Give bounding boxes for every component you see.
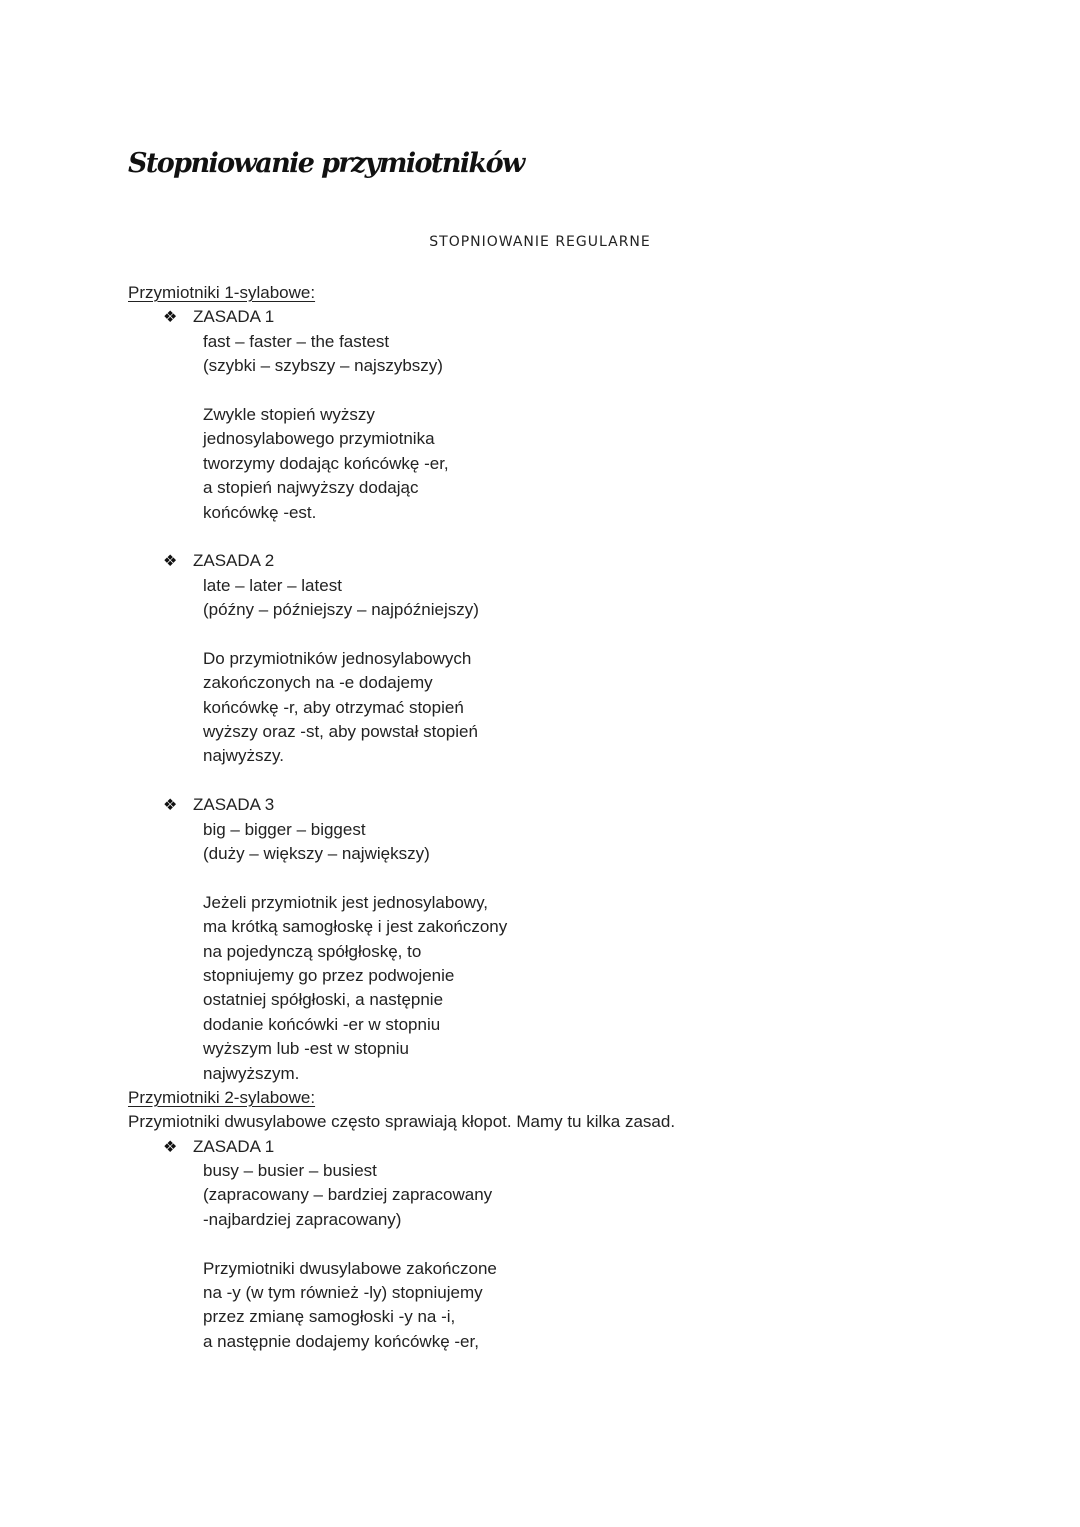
rule-description-line: Do przymiotników jednosylabowych xyxy=(203,648,472,668)
rule-description-line: dodanie końcówki -er w stopniu xyxy=(203,1014,441,1034)
rule-description-line: stopniujemy go przez podwojenie xyxy=(203,965,455,985)
diamond-bullet-icon: ❖ xyxy=(163,797,178,815)
section-heading-1sylabowe: Przymiotniki 1-sylabowe: xyxy=(128,283,316,302)
rule-example: big – bigger – biggest xyxy=(203,819,366,839)
rule-item xyxy=(128,549,1028,573)
rule-item xyxy=(128,793,1028,817)
rule-description-line: wyższym lub -est w stopniu xyxy=(203,1039,409,1059)
rule-description-line: Zwykle stopień wyższy xyxy=(203,404,375,424)
rule-label: ZASADA 2 xyxy=(193,551,275,571)
rule-description-line: Jeżeli przymiotnik jest jednosylabowy, xyxy=(203,892,489,912)
rule-description-line: najwyższy. xyxy=(203,746,284,766)
subtitle-text: STOPNIOWANIE REGULARNE xyxy=(429,234,651,250)
rule-description-line: końcówkę -r, aby otrzymać stopień xyxy=(203,697,464,717)
rule-description-line: a stopień najwyższy dodając xyxy=(203,478,419,498)
page-title: Stopniowanie przymiotników xyxy=(128,148,524,179)
rule-description-line: wyższy oraz -st, aby powstał stopień xyxy=(203,722,478,742)
rule-item xyxy=(128,1135,1028,1159)
diamond-bullet-icon: ❖ xyxy=(163,553,178,571)
section-heading-2sylabowe: Przymiotniki 2-sylabowe: xyxy=(128,1087,316,1107)
rule-description-line: jednosylabowego przymiotnika xyxy=(203,429,435,449)
section-subtitle xyxy=(0,234,1080,250)
rule-description-line: ostatniej spółgłoski, a następnie xyxy=(203,990,444,1010)
diamond-bullet-icon: ❖ xyxy=(163,309,178,327)
rule-description-line: tworzymy dodając końcówkę -er, xyxy=(203,453,449,473)
rule-description-line: końcówkę -est. xyxy=(203,502,317,522)
rule-description-line: Przymiotniki dwusylabowe zakończone xyxy=(203,1258,497,1278)
rule-translation: (szybki – szybszy – najszybszy) xyxy=(203,356,443,376)
rule-description-line: na -y (w tym również -ly) stopniujemy xyxy=(203,1283,483,1303)
rule-example: busy – busier – busiest xyxy=(203,1161,377,1181)
rule-example: fast – faster – the fastest xyxy=(203,331,390,351)
document-body xyxy=(128,281,1028,1354)
rule-description-line: na pojedynczą spółgłoskę, to xyxy=(203,941,422,961)
rule-translation: (późny – późniejszy – najpóźniejszy) xyxy=(203,600,479,620)
rule-label: ZASADA 1 xyxy=(193,307,275,327)
rule-translation: (duży – większy – największy) xyxy=(203,843,430,863)
rule-label: ZASADA 3 xyxy=(193,795,275,815)
rule-description-line: przez zmianę samogłoski -y na -i, xyxy=(203,1307,456,1327)
rule-description-line: zakończonych na -e dodajemy xyxy=(203,673,433,693)
rule-description-line: ma krótką samogłoskę i jest zakończony xyxy=(203,917,508,937)
section-intro: Przymiotniki dwusylabowe często sprawiają kłopot. Mamy tu kilka zasad. xyxy=(128,1112,676,1132)
rule-example: late – later – latest xyxy=(203,575,342,595)
rule-description-line: najwyższym. xyxy=(203,1063,300,1083)
rule-translation: -najbardziej zapracowany) xyxy=(203,1209,402,1229)
rule-item xyxy=(128,305,1028,329)
rule-label: ZASADA 1 xyxy=(193,1136,275,1156)
rule-translation: (zapracowany – bardziej zapracowany xyxy=(203,1185,493,1205)
rule-description-line: a następnie dodajemy końcówkę -er, xyxy=(203,1331,479,1351)
diamond-bullet-icon: ❖ xyxy=(163,1138,178,1156)
